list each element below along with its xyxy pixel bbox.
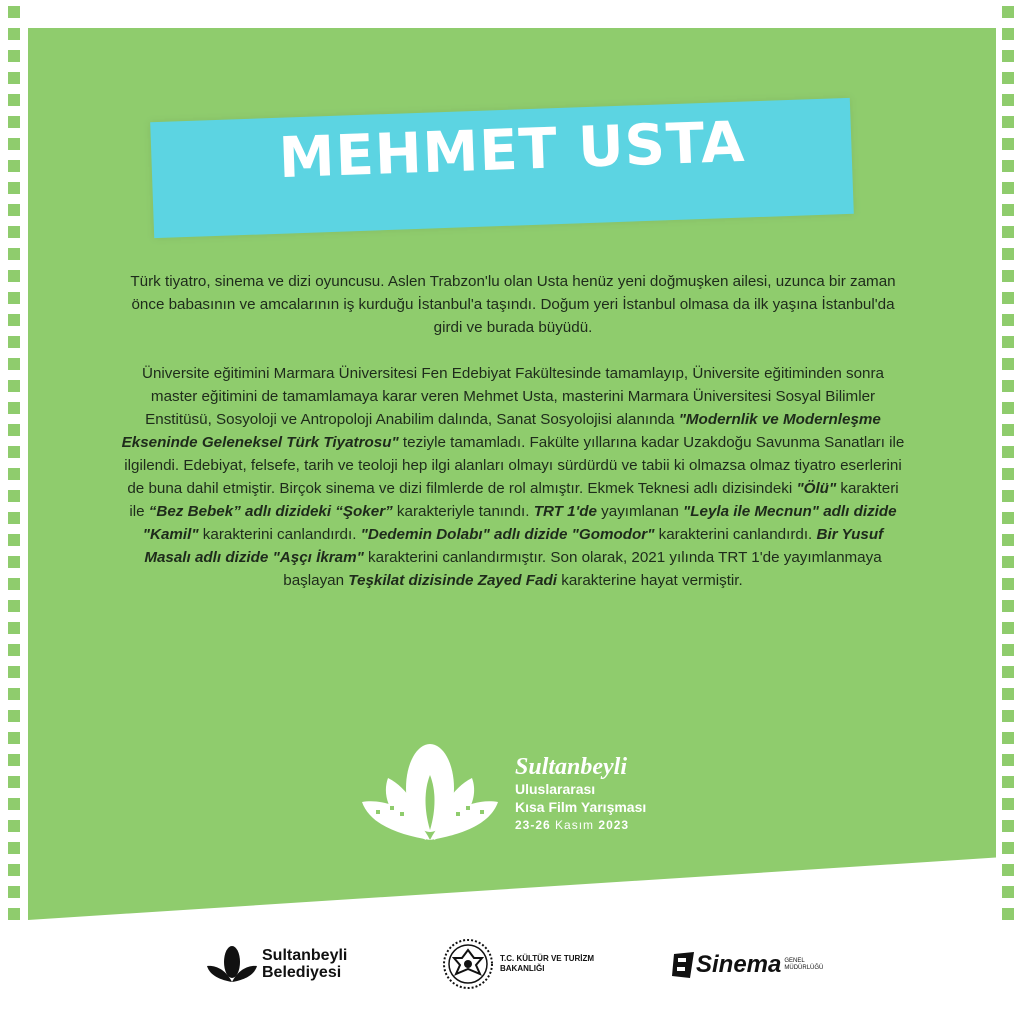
film-perforation [1002,204,1014,216]
film-perforation [1002,248,1014,260]
film-perforation [8,666,20,678]
film-perforation [1002,842,1014,854]
film-perforation [1002,358,1014,370]
film-perforation [1002,578,1014,590]
bio-highlight: TRT 1'de [533,503,597,520]
ministry-logo [442,938,594,990]
film-perforation [1002,490,1014,502]
film-perforation [1002,754,1014,766]
film-perforation [1002,402,1014,414]
bio-text: karakterini canlandırdı. [654,526,817,543]
film-perforation [8,732,20,744]
festival-date-days: 23-26 [515,818,551,832]
film-perforation [1002,336,1014,348]
page-title: MEHMET USTA [277,109,747,192]
film-perforation [1002,820,1014,832]
film-perforation [1002,732,1014,744]
film-perforation [1002,908,1014,920]
film-perforation [1002,28,1014,40]
film-perforation [8,864,20,876]
bio-highlight: Bir Yusuf Masalı adlı dizide "Aşçı İkram" [144,526,884,566]
film-perforation [8,908,20,920]
film-perforation [1002,468,1014,480]
film-perforation [1002,50,1014,62]
film-perforation [8,886,20,898]
film-perforation [1002,688,1014,700]
film-perforation [1002,72,1014,84]
bio-text: teziyle tamamladı. Fakülte yıllarına kadar Uzakdoğu Savunma Sanatları ile ilgilendi. Edebiyat, felsefe, tarih ve teoloji hep ilgi alanları olmayı sürdürdü ve tabii ki olmazsa olmaz tiyatro eserlerini de buna dahil etmiştir. Birçok sinema ve dizi filmlerde de rol almıştır. Ekmek Teknesi adlı dizisindeki [124,434,905,497]
sinema-label: Sinema [696,951,782,978]
film-perforation [8,226,20,238]
bio-text: karakteri ile [129,480,899,520]
film-perforation [8,446,20,458]
sinema-sub-2: MÜDÜRLÜĞÜ [784,965,824,971]
film-perforation [8,50,20,62]
festival-line-2: Kısa Film Yarışması [515,799,647,815]
film-perforation [8,336,20,348]
film-perforation [8,820,20,832]
film-perforation [1002,666,1014,678]
film-perforation [8,600,20,612]
film-perforation [1002,270,1014,282]
film-perforation [1002,446,1014,458]
sultanbeyli-belediyesi-logo [206,944,347,984]
film-perforation [8,28,20,40]
festival-date-month: Kasım [555,818,595,832]
film-perforation [1002,600,1014,612]
bio-text: karakteriyle tanındı. [392,503,534,520]
film-perforation [8,94,20,106]
ministry-label-1: T.C. KÜLTÜR VE TURİZM [500,954,595,963]
film-perforation [8,644,20,656]
film-perforation [8,204,20,216]
festival-date [515,816,646,834]
film-perforation [1002,512,1014,524]
film-perforation [1002,182,1014,194]
film-perforation [8,754,20,766]
film-reel-icon [670,950,696,980]
film-perforation [8,468,20,480]
bio-text: karakterini canlandırmıştır. Son olarak, 2021 yılında TRT 1'de yayımlanmaya başlayan [283,549,882,589]
film-perforation [8,270,20,282]
film-perforation [8,6,20,18]
film-perforation [8,688,20,700]
bio-highlight: "Dedemin Dolabı" adlı dizide "Gomodor" [360,526,655,543]
film-perforation [8,710,20,722]
lotus-icon [206,944,258,984]
film-perforation [8,116,20,128]
film-perforation [8,512,20,524]
film-perforation [1002,886,1014,898]
film-perforation [1002,314,1014,326]
bio-highlight: “Bez Bebek” adlı dizideki “Şoker” [148,503,393,520]
film-perforation [1002,798,1014,810]
film-perforation [8,556,20,568]
film-perforation [8,490,20,502]
bio-text: yayımlanan [596,503,684,520]
film-perforation [8,578,20,590]
film-perforation [1002,424,1014,436]
bio-paragraph-2 [118,362,908,592]
ministry-label-2: BAKANLIĞI [500,964,545,973]
film-perforation [8,622,20,634]
film-perforation [8,72,20,84]
film-perforation [8,248,20,260]
film-perforation [1002,556,1014,568]
film-perforation [8,534,20,546]
film-perforation [1002,380,1014,392]
bio-highlight: Teşkilat dizisinde Zayed Fadi [348,572,558,589]
film-perforation [1002,292,1014,304]
bio-highlight: "Leyla ile Mecnun" adlı dizide "Kamil" [142,503,897,543]
bio-highlight: "Ölü" [796,480,837,497]
film-perforation [8,424,20,436]
film-perforation [8,358,20,370]
film-perforation [1002,710,1014,722]
bio-text: Üniversite eğitimini Marmara Üniversitesi Fen Edebiyat Fakültesinde tamamlayıp, Üniversite eğitiminden sonra master eğitimini de tamamlamaya karar veren Mehmet Usta, masterini Marmara Üniversitesi Sosyal Bilimler Enstitüsü, Sosyoloji ve Antropoloji Anabilim dalında, Sanat Sosyolojisi alanında [142,365,884,428]
film-perforation [8,380,20,392]
ministry-seal-icon [442,938,494,990]
festival-line-1: Uluslararası [515,781,596,797]
film-perforation [8,314,20,326]
bio-text: karakterine hayat vermiştir. [557,572,743,589]
festival-name: Sultanbeyli [515,754,628,780]
sultanbeyli-label-1: Sultanbeyli [262,947,348,964]
film-perforation [1002,534,1014,546]
film-perforation [8,776,20,788]
film-perforation [8,842,20,854]
film-perforation [1002,6,1014,18]
bio-text: karakterini canlandırdı. [198,526,361,543]
sinema-genel-mudurlugu-logo [670,950,823,980]
film-perforation [1002,644,1014,656]
film-perforation [8,798,20,810]
bio-paragraph-1: Türk tiyatro, sinema ve dizi oyuncusu. Aslen Trabzon'lu olan Usta henüz yeni doğmuşken ailesi, uzunca bir zaman önce babasının ve amcalarının iş kurduğu İstanbul'a taşındı. Doğum yeri İstanbul olmasa da ilk yaşına İstanbul'da girdi ve burada büyüdü. [130,273,896,336]
film-perforation [1002,864,1014,876]
biography [118,270,908,615]
film-perforation [1002,226,1014,238]
sinema-sub-1: GENEL [784,958,805,964]
bio-highlight: "Modernlik ve Modernleşme Ekseninde Geleneksel Türk Tiyatrosu" [121,411,881,451]
film-perforation [1002,622,1014,634]
festival-text [515,754,646,834]
film-perforation [8,402,20,414]
film-perforation [1002,776,1014,788]
film-perforation [8,292,20,304]
festival-date-year: 2023 [598,818,630,832]
sultanbeyli-label-2: Belediyesi [262,964,342,981]
